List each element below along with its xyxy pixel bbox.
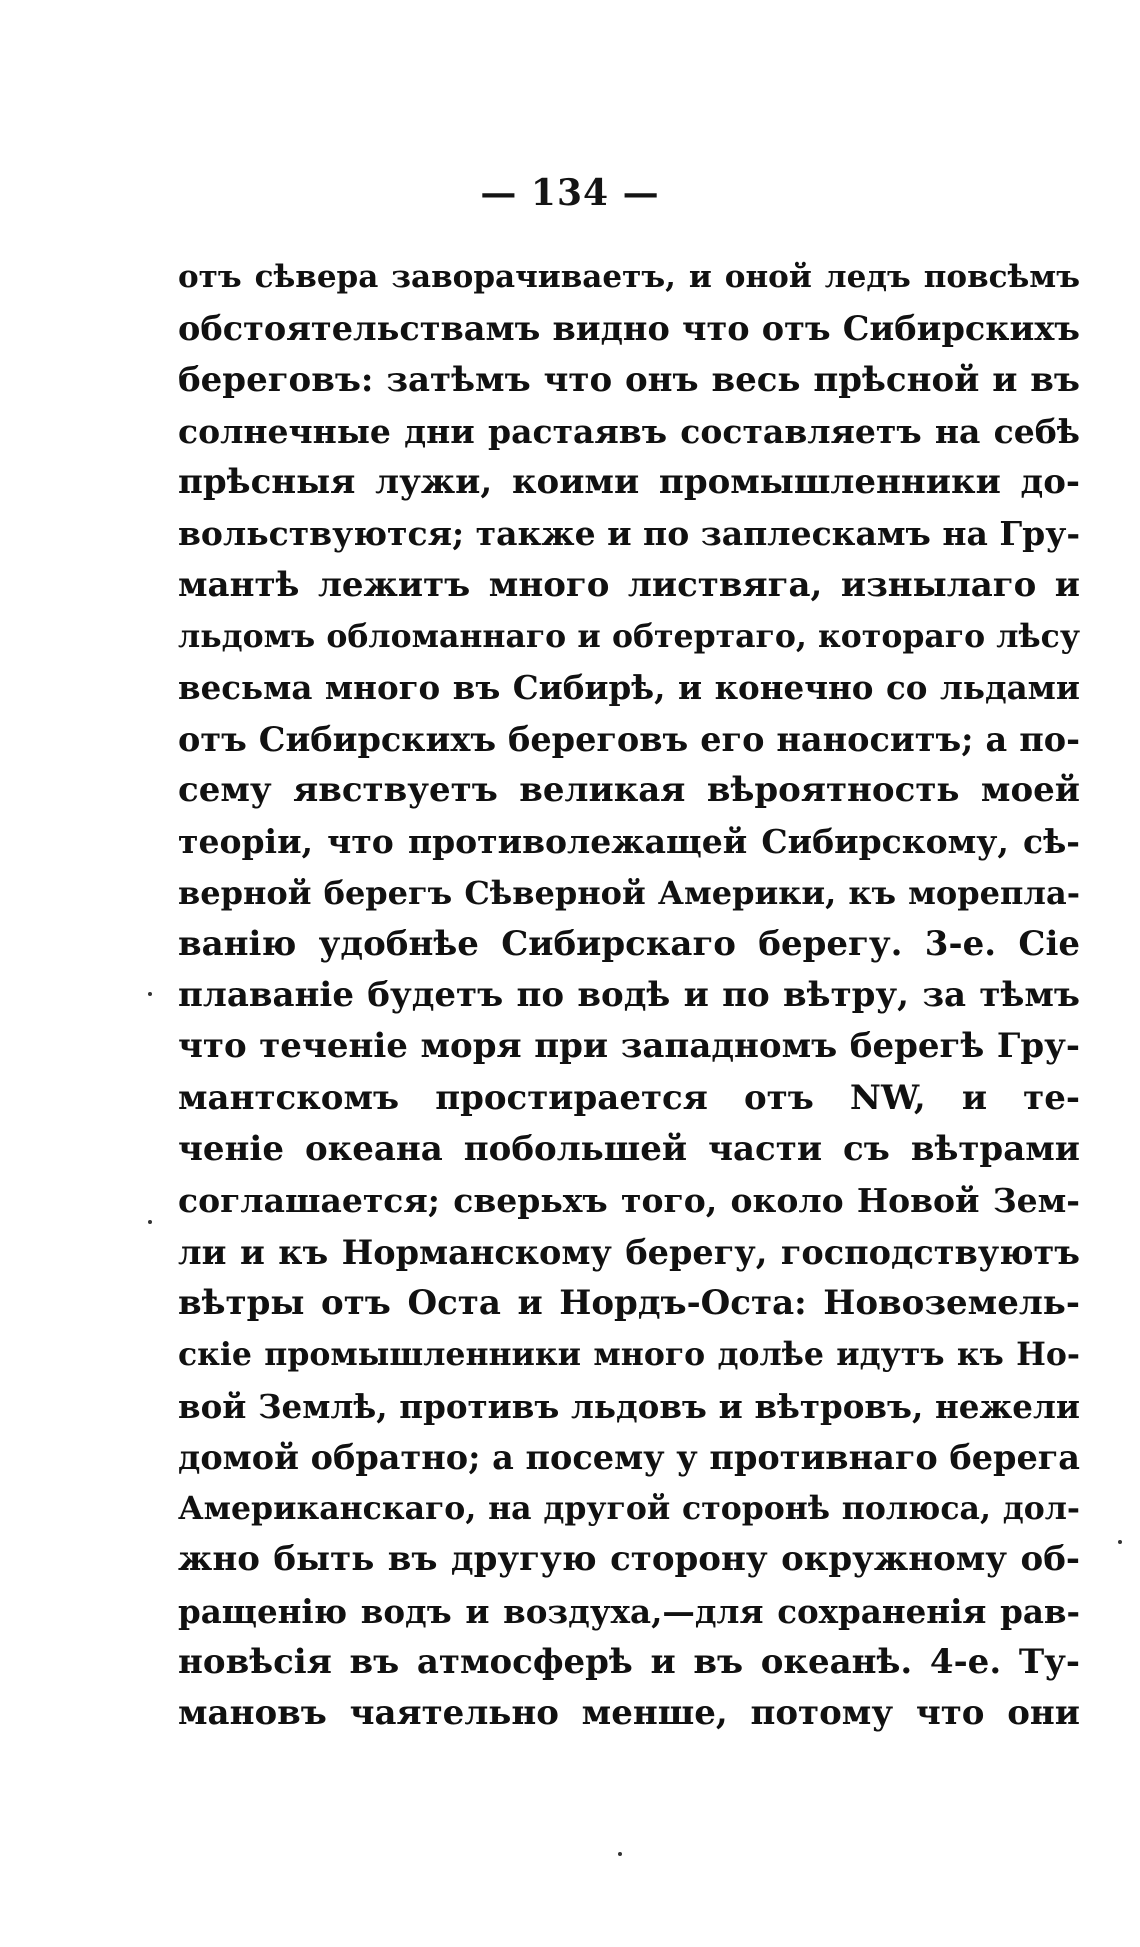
text-line: весьма много въ Сибирѣ, и конечно со льдами (178, 668, 1080, 708)
text-line: ращенію водъ и воздуха,—для сохраненія рав- (178, 1591, 1080, 1631)
text-line: прѣсныя лужи, коими промышленники до- (178, 462, 1080, 503)
text-line: вольствуются; также и по заплескамъ на Гру- (178, 514, 1081, 554)
text-line: жно быть въ другую сторону окружному об- (178, 1539, 1080, 1580)
text-line: Американскаго, на другой сторонѣ полюса, дол- (178, 1490, 1080, 1528)
text-line: отъ сѣвера заворачиваетъ, и оной ледъ повсѣмъ (178, 259, 1080, 295)
print-speck (148, 992, 152, 996)
text-line: мантскомъ простирается отъ NW, и те- (178, 1077, 1080, 1118)
text-line: солнечные дни растаявъ составляетъ на себѣ (178, 411, 1080, 451)
print-speck (618, 1852, 622, 1856)
text-line: мановъ чаятельно менше, потому что они (178, 1693, 1080, 1734)
text-line: обстоятельствамъ видно что отъ Сибирскихъ (178, 309, 1080, 349)
text-line: домой обратно; а посему у противнаго берега (178, 1437, 1080, 1477)
text-line: новѣсія въ атмосферѣ и въ океанѣ. 4-е. Ту- (178, 1642, 1080, 1683)
text-line: отъ Сибирскихъ береговъ его наноситъ; а по- (178, 719, 1080, 759)
text-line: ванію удобнѣе Сибирскаго берегу. 3-е. Сіе (178, 923, 1080, 964)
text-line: теоріи, что противолежащей Сибирскому, сѣ- (178, 822, 1080, 862)
text-line: вѣтры отъ Оста и Нордъ-Оста: Новоземель- (178, 1282, 1080, 1323)
text-line: плаваніе будетъ по водѣ и по вѣтру, за тѣмъ (178, 975, 1080, 1016)
text-line: вой Землѣ, противъ льдовъ и вѣтровъ, нежели (178, 1386, 1080, 1426)
text-line: скіе промышленники много долѣе идутъ къ Но- (178, 1336, 1080, 1374)
text-line: мантѣ лежитъ много листвяга, изнылаго и (178, 564, 1080, 605)
print-speck (1118, 1540, 1122, 1544)
print-speck (148, 1220, 152, 1224)
page-number: — 134 — (480, 172, 660, 214)
text-line: верной берегъ Сѣверной Америки, къ морепла- (178, 873, 1080, 912)
text-line: сему явствуетъ великая вѣроятность моей (178, 769, 1080, 810)
text-line: ченіе океана побольшей части съ вѣтрами (178, 1129, 1080, 1170)
text-line: соглашается; сверьхъ того, около Новой Зем- (178, 1181, 1080, 1221)
body-text (178, 252, 1080, 1740)
text-line: ли и къ Норманскому берегу, господствуютъ (178, 1232, 1080, 1272)
text-line: что теченіе моря при западномъ берегѣ Гру- (178, 1026, 1080, 1067)
text-line: льдомъ обломаннаго и обтертаго, котораго лѣсу (178, 618, 1080, 656)
text-line: береговъ: затѣмъ что онъ весь прѣсной и въ (178, 359, 1080, 400)
